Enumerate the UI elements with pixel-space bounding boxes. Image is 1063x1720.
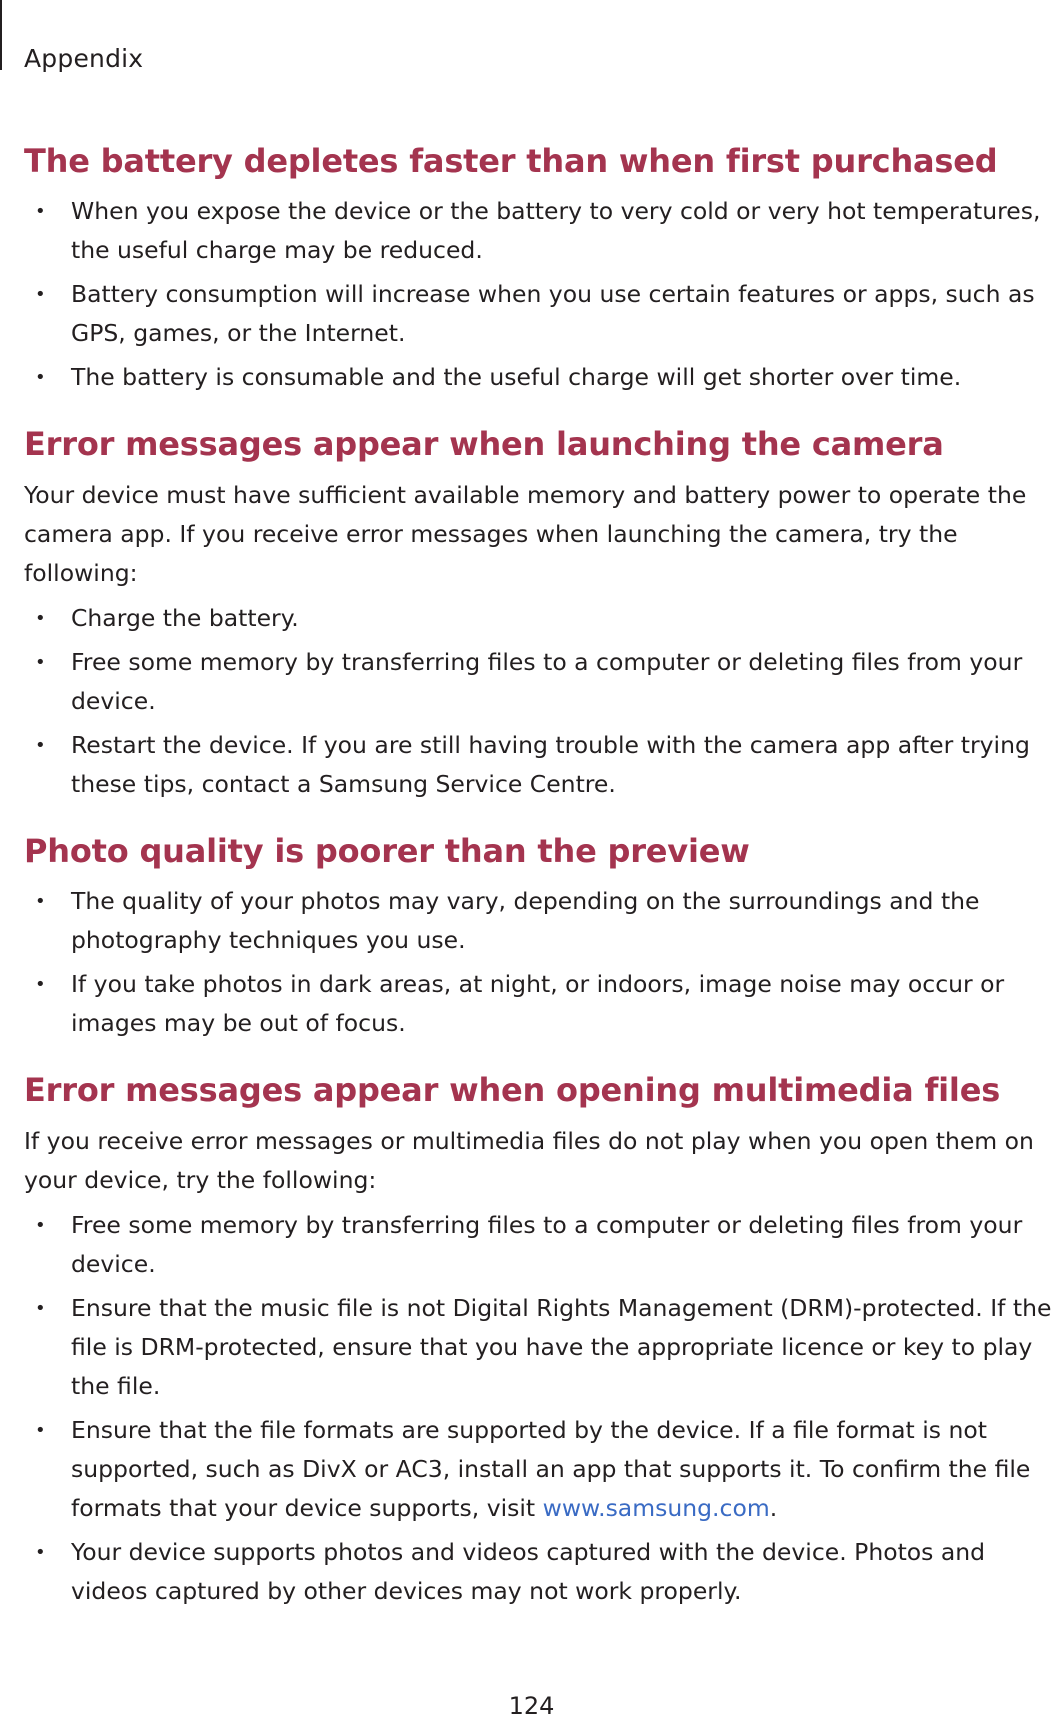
bullet-icon: • (35, 1214, 46, 1236)
list-item (24, 358, 1054, 397)
list-item-text: Charge the battery. (71, 603, 299, 632)
list-item (24, 965, 1054, 1043)
list-item-text: Ensure that the file formats are supported by the device. If a file format is not supported, such as DivX or AC3, install an app that supports it. To confirm the file formats that your device supports, visit (71, 1415, 1031, 1522)
list-item-text: Restart the device. If you are still having trouble with the camera app after trying these tips, contact a Samsung Service Centre. (71, 730, 1030, 798)
bullet-icon: • (35, 607, 46, 629)
section-heading: Photo quality is poorer than the preview (24, 831, 750, 870)
section-intro: If you receive error messages or multimedia files do not play when you open them on your device, try the following: (24, 1126, 1034, 1194)
list-item (24, 643, 1054, 721)
list-item-text: When you expose the device or the battery to very cold or very hot temperatures, the useful charge may be reduced. (71, 197, 1041, 265)
section-photo-quality (24, 832, 1054, 1043)
list-item-text: Your device supports photos and videos captured with the device. Photos and videos captured by other devices may not work properly. (71, 1537, 986, 1605)
list-item-text: Ensure that the music file is not Digital Rights Management (DRM)-protected. If the file is DRM-protected, ensure that you have the appropriate licence or key to play the file. (71, 1293, 1052, 1400)
list-item-text: Free some memory by transferring files to a computer or deleting files from your device. (71, 1210, 1023, 1278)
list-item-text: Free some memory by transferring files to a computer or deleting files from your device. (71, 647, 1023, 715)
corner-rule (0, 0, 2, 70)
section-camera-errors (24, 425, 1054, 803)
bullet-list (24, 192, 1054, 397)
list-item-text: The battery is consumable and the useful charge will get shorter over time. (71, 363, 962, 392)
bullet-icon: • (35, 974, 46, 996)
list-item (24, 599, 1054, 638)
section-multimedia-errors (24, 1071, 1054, 1610)
list-item (24, 1411, 1054, 1528)
samsung-website-link[interactable]: www.samsung.com (542, 1493, 770, 1522)
list-item (24, 192, 1054, 270)
list-item-text: Battery consumption will increase when you use certain features or apps, such as GPS, games, or the Internet. (71, 280, 1035, 348)
bullet-icon: • (35, 734, 46, 756)
bullet-list (24, 599, 1054, 804)
section-heading: Error messages appear when opening multimedia files (24, 1071, 1001, 1110)
page-header: Appendix (24, 44, 144, 73)
bullet-icon: • (35, 367, 46, 389)
bullet-icon: • (35, 1419, 46, 1441)
list-item (24, 882, 1054, 960)
bullet-icon: • (35, 1541, 46, 1563)
section-intro: Your device must have sufficient available memory and battery power to operate the camera app. If you receive error messages when launching the camera, try the following: (24, 480, 1027, 587)
list-item (24, 1289, 1054, 1406)
section-battery (24, 142, 1054, 397)
link-suffix: . (769, 1493, 778, 1522)
page-content (24, 142, 1054, 1639)
section-heading: Error messages appear when launching the camera (24, 425, 944, 464)
list-item (24, 1206, 1054, 1284)
list-item-text: If you take photos in dark areas, at night, or indoors, image noise may occur or images may be out of focus. (71, 970, 1005, 1038)
list-item (24, 726, 1054, 804)
bullet-list (24, 1206, 1054, 1611)
section-heading: The battery depletes faster than when first purchased (24, 142, 998, 180)
bullet-icon: • (35, 651, 46, 673)
list-item-text: The quality of your photos may vary, depending on the surroundings and the photography techniques you use. (71, 887, 980, 955)
bullet-icon: • (35, 1297, 46, 1319)
list-item (24, 1533, 1054, 1611)
bullet-list (24, 882, 1054, 1043)
page-number: 124 (508, 1692, 555, 1720)
bullet-icon: • (35, 284, 46, 306)
bullet-icon: • (35, 201, 46, 223)
bullet-icon: • (35, 891, 46, 913)
list-item (24, 275, 1054, 353)
